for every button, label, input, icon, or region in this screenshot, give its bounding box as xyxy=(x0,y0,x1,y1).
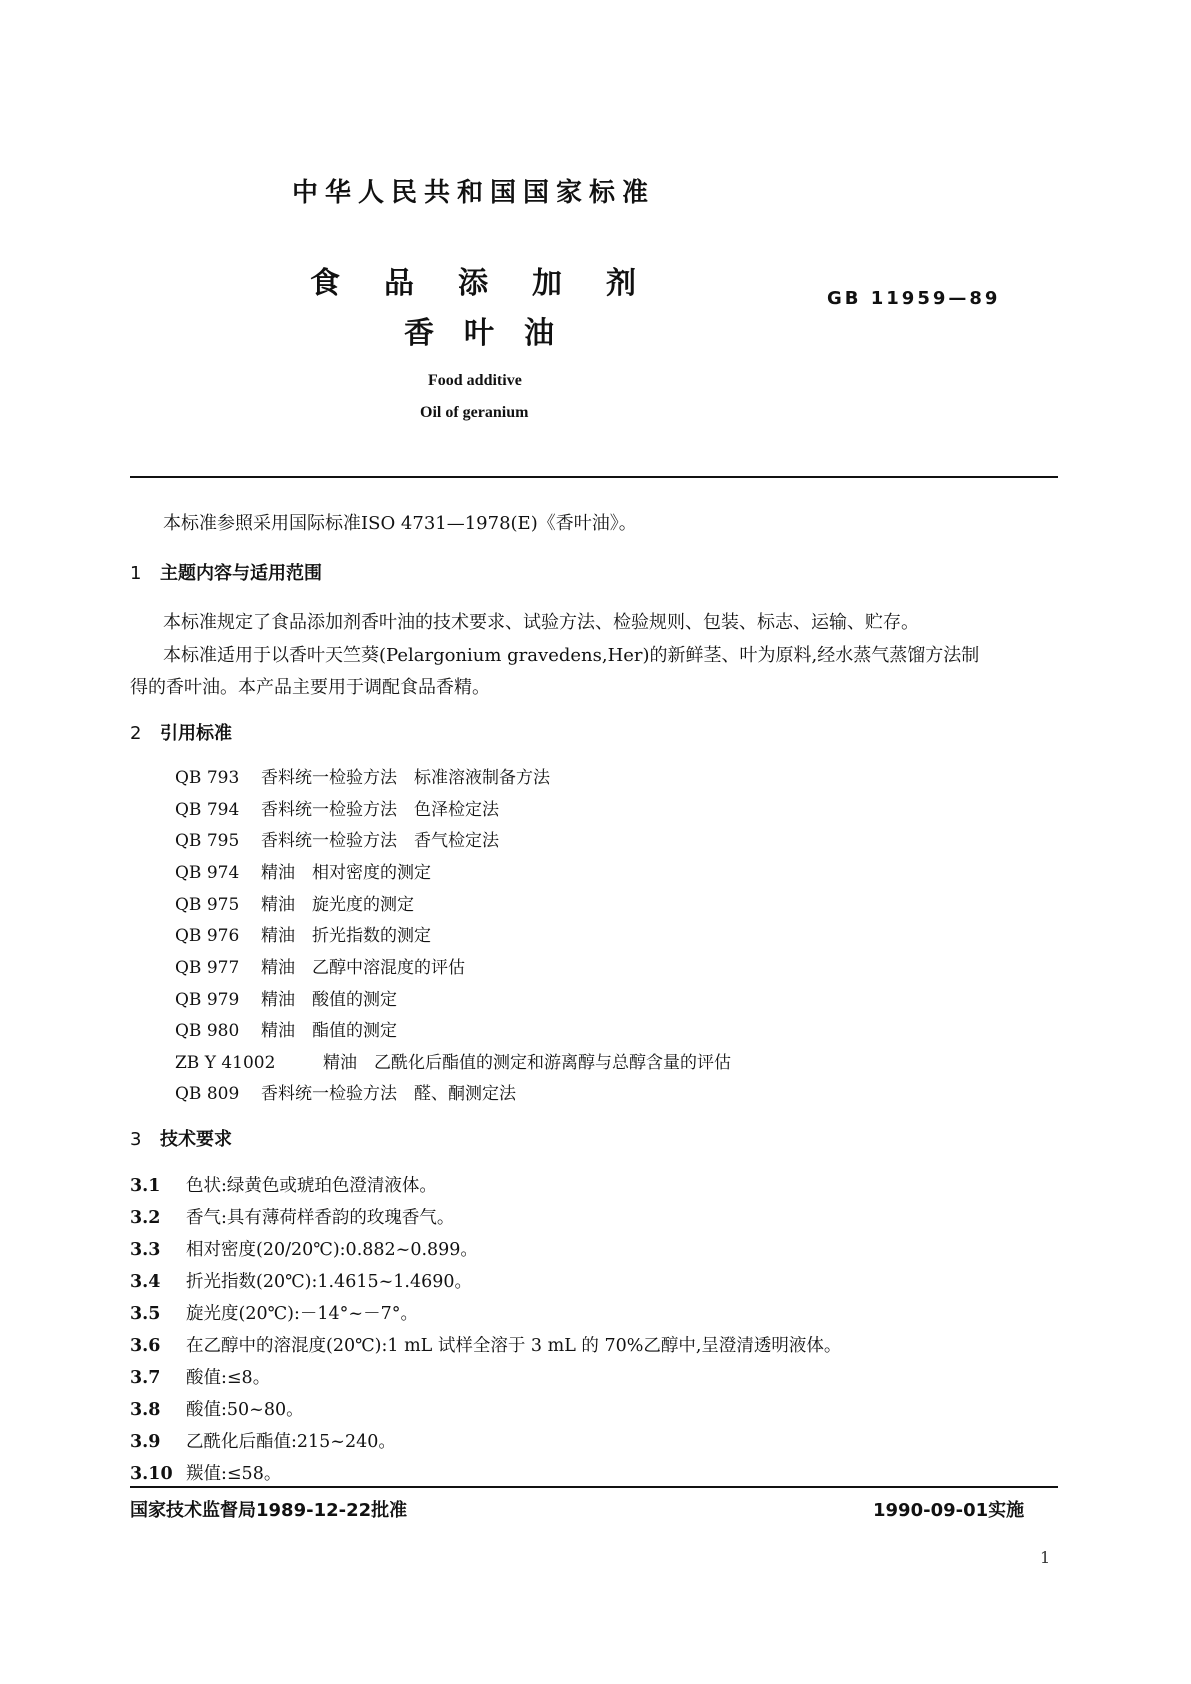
section-3-number: 3 xyxy=(130,1129,142,1150)
section-3-title: 技术要求 xyxy=(160,1129,232,1150)
requirement-number: 3.9 xyxy=(130,1432,161,1452)
intro-paragraph: 本标准参照采用国际标准ISO 4731—1978(E)《香叶油》。 xyxy=(163,513,637,534)
reference-row xyxy=(175,826,499,851)
section-3-heading xyxy=(130,1125,232,1151)
requirement-row xyxy=(130,1204,454,1229)
requirement-row xyxy=(130,1172,437,1197)
reference-title: 精油 酸值的测定 xyxy=(261,990,397,1010)
reference-title: 香料统一检验方法 色泽检定法 xyxy=(261,800,499,820)
reference-code: QB 976 xyxy=(175,926,240,946)
reference-code: QB 794 xyxy=(175,800,240,820)
requirement-number: 3.8 xyxy=(130,1400,161,1420)
requirement-text: 折光指数(20℃):1.4615~1.4690。 xyxy=(186,1272,473,1292)
requirement-text: 香气:具有薄荷样香韵的玫瑰香气。 xyxy=(186,1208,455,1228)
reference-row xyxy=(175,763,550,788)
reference-row xyxy=(175,1079,516,1104)
document-title-cn: 食品添加剂 xyxy=(310,266,680,301)
reference-title: 香料统一检验方法 醛、酮测定法 xyxy=(261,1084,516,1104)
requirement-number: 3.1 xyxy=(130,1176,161,1196)
requirement-number: 3.2 xyxy=(130,1208,161,1228)
standard-code: GB 11959—89 xyxy=(827,288,1001,309)
requirement-number: 3.3 xyxy=(130,1240,161,1260)
section-2-title: 引用标准 xyxy=(160,723,232,744)
requirement-text: 酸值:≤8。 xyxy=(186,1368,271,1388)
reference-row xyxy=(175,858,431,883)
reference-code: QB 793 xyxy=(175,768,240,788)
reference-row xyxy=(175,985,397,1010)
reference-row xyxy=(175,953,465,978)
approval-date: 国家技术监督局1989-12-22批准 xyxy=(130,1500,408,1521)
reference-title: 精油 相对密度的测定 xyxy=(261,863,431,883)
section-1-number: 1 xyxy=(130,563,142,584)
section-1-para-2a: 本标准适用于以香叶天竺葵(Pelargonium gravedens,Her)的新鲜茎、叶为原料,经水蒸气蒸馏方法制 xyxy=(163,645,980,666)
reference-title: 香料统一检验方法 标准溶液制备方法 xyxy=(261,768,550,788)
requirement-row xyxy=(130,1428,396,1453)
reference-title: 精油 乙酰化后酯值的测定和游离醇与总醇含量的评估 xyxy=(323,1053,731,1073)
effective-date: 1990-09-01实施 xyxy=(873,1500,1025,1521)
reference-code: QB 975 xyxy=(175,895,240,915)
section-1-para-1: 本标准规定了食品添加剂香叶油的技术要求、试验方法、检验规则、包装、标志、运输、贮存。 xyxy=(163,612,919,633)
reference-code: QB 977 xyxy=(175,958,240,978)
reference-row xyxy=(175,1048,731,1073)
reference-title: 精油 乙醇中溶混度的评估 xyxy=(261,958,465,978)
section-2-number: 2 xyxy=(130,723,142,744)
reference-row xyxy=(175,795,499,820)
requirement-text: 相对密度(20/20℃):0.882~0.899。 xyxy=(186,1240,478,1260)
requirement-text: 乙酰化后酯值:215~240。 xyxy=(186,1432,396,1452)
reference-row xyxy=(175,890,414,915)
requirement-text: 在乙醇中的溶混度(20℃):1 mL 试样全溶于 3 mL 的 70%乙醇中,呈澄清透明液体。 xyxy=(186,1336,842,1356)
requirement-text: 旋光度(20℃):－14°~－7°。 xyxy=(186,1304,418,1324)
requirement-text: 色状:绿黄色或琥珀色澄清液体。 xyxy=(186,1176,437,1196)
reference-code: QB 974 xyxy=(175,863,240,883)
requirement-number: 3.7 xyxy=(130,1368,161,1388)
document-subtitle-en: Oil of geranium xyxy=(420,404,529,421)
header-title: 中华人民共和国国家标准 xyxy=(292,178,656,208)
reference-title: 精油 折光指数的测定 xyxy=(261,926,431,946)
reference-row xyxy=(175,921,431,946)
reference-row xyxy=(175,1016,397,1041)
reference-title: 精油 旋光度的测定 xyxy=(261,895,414,915)
requirement-row xyxy=(130,1236,478,1261)
requirement-number: 3.6 xyxy=(130,1336,161,1356)
requirement-row xyxy=(130,1364,270,1389)
reference-title: 香料统一检验方法 香气检定法 xyxy=(261,831,499,851)
requirement-row xyxy=(130,1300,418,1325)
document-title-en: Food additive xyxy=(428,372,522,389)
reference-code: QB 980 xyxy=(175,1021,240,1041)
footer-divider xyxy=(130,1486,1058,1488)
header-divider xyxy=(130,476,1058,478)
reference-code: QB 795 xyxy=(175,831,240,851)
requirement-text: 羰值:≤58。 xyxy=(186,1464,282,1484)
page-number: 1 xyxy=(1040,1548,1051,1567)
requirement-row xyxy=(130,1268,472,1293)
reference-code: ZB Y 41002 xyxy=(175,1053,276,1073)
requirement-row xyxy=(130,1396,304,1421)
section-2-heading xyxy=(130,719,232,745)
reference-title: 精油 酯值的测定 xyxy=(261,1021,397,1041)
reference-code: QB 979 xyxy=(175,990,240,1010)
requirement-row xyxy=(130,1332,841,1357)
section-1-heading xyxy=(130,559,322,585)
requirement-number: 3.5 xyxy=(130,1304,161,1324)
requirement-text: 酸值:50~80。 xyxy=(186,1400,304,1420)
requirement-row xyxy=(130,1460,281,1485)
section-1-title: 主题内容与适用范围 xyxy=(160,563,322,584)
document-subtitle-cn: 香叶油 xyxy=(404,316,584,351)
requirement-number: 3.10 xyxy=(130,1464,173,1484)
section-1-para-2b: 得的香叶油。本产品主要用于调配食品香精。 xyxy=(130,677,490,698)
requirement-number: 3.4 xyxy=(130,1272,161,1292)
reference-code: QB 809 xyxy=(175,1084,240,1104)
